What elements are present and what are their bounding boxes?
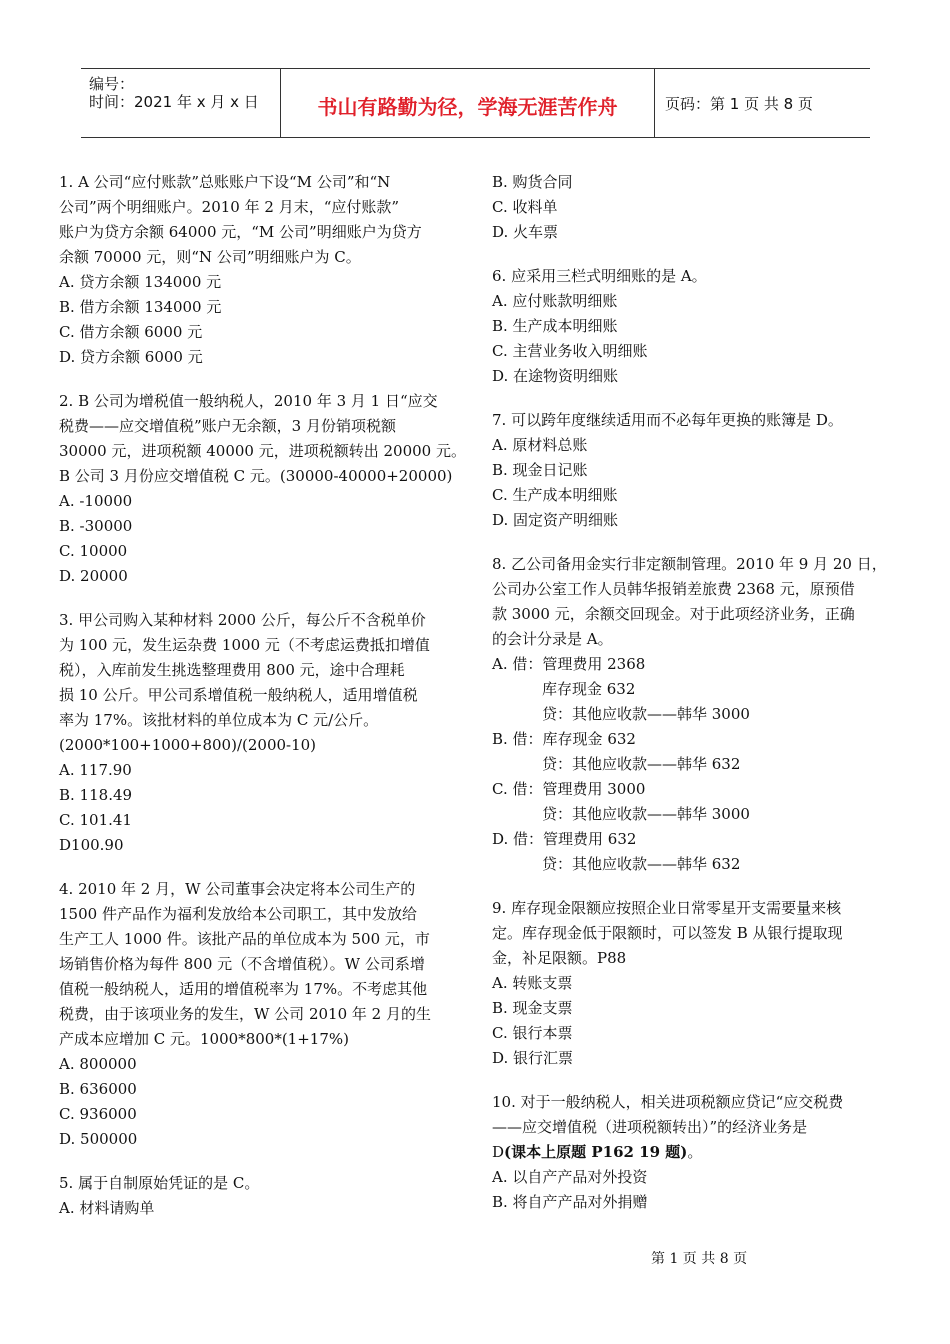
option-line: C. 936000: [59, 1105, 137, 1123]
option-line: B. 636000: [59, 1080, 137, 1098]
question-2: [59, 389, 467, 589]
question-line: 1. A 公司“应付账款”总账账户下设“M 公司”和“N: [59, 173, 391, 191]
question-1: [59, 170, 467, 370]
question-line: 5. 属于自制原始凭证的是 C。: [59, 1174, 260, 1192]
question-6: [492, 264, 902, 389]
option-line: A. 117.90: [59, 761, 132, 779]
option-line: C. 生产成本明细账: [492, 486, 618, 504]
option-line: A. 原材料总账: [492, 436, 588, 454]
question-line: 定。库存现金低于限额时，可以签发 B 从银行提取现: [492, 924, 843, 942]
page-footer: 第 1 页 共 8 页: [651, 1251, 748, 1267]
question-4: [59, 877, 467, 1152]
page-number-label: 页码：第 1 页 共 8 页: [665, 95, 813, 113]
question-line: 8. 乙公司备用金实行非定额制管理。2010 年 9 月 20 日，: [492, 555, 887, 573]
option-line: B. 借方余额 134000 元: [59, 298, 222, 316]
question-7: [492, 408, 902, 533]
question-line: 生产工人 1000 件。该批产品的单位成本为 500 元，市: [59, 930, 430, 948]
question-line: 账户为贷方余额 64000 元，“M 公司”明细账户为贷方: [59, 223, 422, 241]
header-page-cell: [655, 69, 870, 137]
option-line: C. 银行本票: [492, 1024, 573, 1042]
question-line: 2. B 公司为增税值一般纳税人，2010 年 3 月 1 日“应交: [59, 392, 438, 410]
option-line: C. 借：管理费用 3000: [492, 780, 646, 798]
option-line: A. 以自产产品对外投资: [492, 1168, 648, 1186]
header-motto-cell: [281, 69, 655, 137]
option-line: A. 800000: [59, 1055, 137, 1073]
option-line: B. 借：库存现金 632: [492, 730, 636, 748]
question-line: 税费——应交增值税”账户无余额，3 月份销项税额: [59, 417, 396, 435]
question-line: 4. 2010 年 2 月，W 公司董事会决定将本公司生产的: [59, 880, 416, 898]
question-line: 率为 17%。该批材料的单位成本为 C 元/公斤。: [59, 711, 379, 729]
right-column: [492, 170, 902, 1215]
option-line: 贷：其他应收款——韩华 632: [542, 855, 741, 873]
question-line: 为 100 元，发生运杂费 1000 元（不考虑运费抵扣增值: [59, 636, 430, 654]
option-line: A. 贷方余额 134000 元: [59, 273, 222, 291]
option-line: A. -10000: [59, 492, 133, 510]
textbook-reference: (课本上原题 P162 19 题): [504, 1143, 688, 1161]
option-line: B. 生产成本明细账: [492, 317, 618, 335]
option-line: D. 在途物资明细账: [492, 367, 619, 385]
header-meta: [81, 69, 281, 137]
option-line: B. 现金支票: [492, 999, 573, 1017]
option-line: B. 将自产产品对外捐赠: [492, 1193, 648, 1211]
option-line: A. 应付账款明细账: [492, 292, 618, 310]
option-line: D. 500000: [59, 1130, 138, 1148]
option-line: B. 118.49: [59, 786, 133, 804]
question-line: 6. 应采用三栏式明细账的是 A。: [492, 267, 707, 285]
question-line: 金，补足限额。P88: [492, 949, 627, 967]
question-line: 税），入库前发生挑选整理费用 800 元，途中合理耗: [59, 661, 405, 679]
option-line: D. 固定资产明细账: [492, 511, 619, 529]
option-line: 贷：其他应收款——韩华 632: [542, 755, 741, 773]
question-5-continued: [492, 170, 902, 245]
option-line: 贷：其他应收款——韩华 3000: [542, 805, 750, 823]
motto: 书山有路勤为径，学海无涯苦作舟: [317, 95, 618, 119]
question-line: 税费，由于该项业务的发生，W 公司 2010 年 2 月的生: [59, 1005, 431, 1023]
option-line: C. 主营业务收入明细账: [492, 342, 648, 360]
answer-suffix: 。: [687, 1143, 703, 1161]
question-line: 余额 70000 元，则“N 公司”明细账户为 C。: [59, 248, 361, 266]
option-line: D. 借：管理费用 632: [492, 830, 637, 848]
question-line: 3. 甲公司购入某种材料 2000 公斤，每公斤不含税单价: [59, 611, 426, 629]
option-line: D. 20000: [59, 567, 128, 585]
left-column: [59, 170, 467, 1221]
answer-line: [492, 1140, 902, 1165]
option-line: D. 贷方余额 6000 元: [59, 348, 203, 366]
question-line: B 公司 3 月份应交增值税 C 元。(30000-40000+20000): [59, 467, 453, 485]
question-line: 7. 可以跨年度继续适用而不必每年更换的账簿是 D。: [492, 411, 843, 429]
question-line: 公司办公室工作人员韩华报销差旅费 2368 元，原预借: [492, 580, 855, 598]
formula-line: (2000*100+1000+800)/(2000-10): [59, 736, 317, 754]
option-line: C. 101.41: [59, 811, 132, 829]
question-line: 1500 件产品作为福利发放给本公司职工，其中发放给: [59, 905, 417, 923]
number-label: 编号：: [89, 75, 135, 93]
option-line: B. 现金日记账: [492, 461, 588, 479]
question-line: 10. 对于一般纳税人，相关进项税额应贷记“应交税费: [492, 1093, 844, 1111]
page-header: [81, 68, 870, 138]
question-line: 产成本应增加 C 元。1000*800*(1+17%): [59, 1030, 349, 1048]
question-line: 公司”两个明细账户。2010 年 2 月末，“应付账款”: [59, 198, 400, 216]
question-line: 值税一般纳税人，适用的增值税率为 17%。不考虑其他: [59, 980, 428, 998]
question-line: 9. 库存现金限额应按照企业日常零星开支需要量来核: [492, 899, 842, 917]
option-line: D100.90: [59, 836, 124, 854]
question-line: 的会计分录是 A。: [492, 630, 613, 648]
option-line: D. 银行汇票: [492, 1049, 574, 1067]
question-line: 30000 元，进项税额 40000 元，进项税额转出 20000 元。: [59, 442, 466, 460]
option-line: B. 购货合同: [492, 173, 573, 191]
option-line: A. 材料请购单: [59, 1199, 155, 1217]
answer-letter: D: [492, 1143, 505, 1161]
question-8: [492, 552, 902, 877]
option-line: B. -30000: [59, 517, 133, 535]
question-line: 场销售价格为每件 800 元（不含增值税）。W 公司系增: [59, 955, 425, 973]
option-line: C. 收料单: [492, 198, 558, 216]
question-line: 款 3000 元，余额交回现金。对于此项经济业务，正确: [492, 605, 855, 623]
option-line: C. 借方余额 6000 元: [59, 323, 203, 341]
question-3: [59, 608, 467, 858]
time-label: 时间：2021 年 x 月 x 日: [89, 93, 259, 111]
option-line: A. 转账支票: [492, 974, 573, 992]
option-line: 贷：其他应收款——韩华 3000: [542, 705, 750, 723]
question-9: [492, 896, 902, 1071]
option-line: C. 10000: [59, 542, 128, 560]
question-10: [492, 1090, 902, 1215]
option-line: D. 火车票: [492, 223, 559, 241]
option-line: A. 借：管理费用 2368: [492, 655, 646, 673]
question-5: [59, 1171, 467, 1221]
option-line: 库存现金 632: [542, 680, 636, 698]
question-line: ——应交增值税（进项税额转出）”的经济业务是: [492, 1118, 808, 1136]
question-line: 损 10 公斤。甲公司系增值税一般纳税人，适用增值税: [59, 686, 418, 704]
